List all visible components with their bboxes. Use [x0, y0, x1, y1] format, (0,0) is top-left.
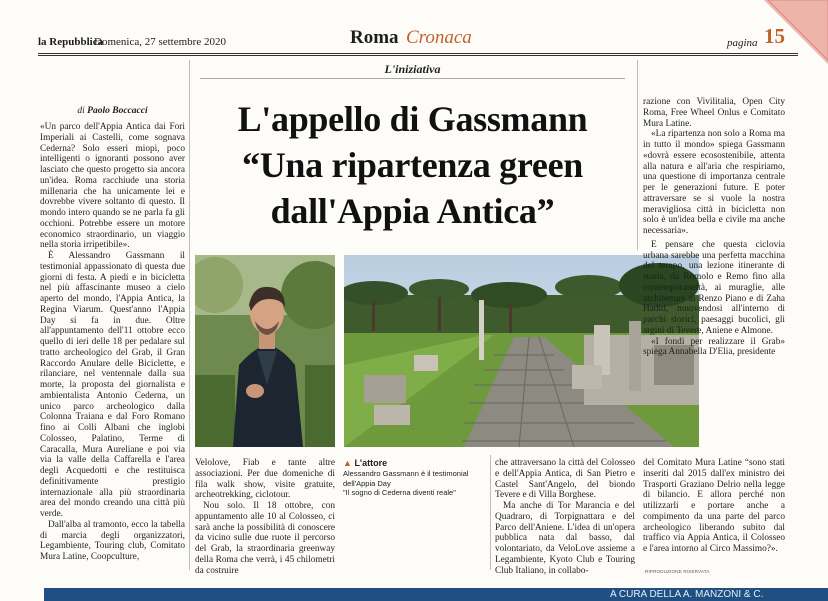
paragraph: Dall'alba al tramonto, ecco la tabella di marcia degli organizzatori, Legambiente, Touring club, Comitato Mura Latine, Coopculture, [40, 519, 185, 562]
byline [40, 106, 185, 116]
banner-text: A CURA DELLA A. MANZONI & C. [610, 589, 764, 600]
page-corner-ribbon [758, 0, 828, 70]
paragraph: che attraversano la città del Colosseo e dell'Appia Antica, di San Pietro e Castel Sant'Angelo, del biondo Tevere e di Villa Borghese. [495, 458, 635, 501]
photo-caption [343, 469, 488, 498]
copyright-credit: RIPRODUZIONE RISERVATA [645, 569, 710, 574]
paragraph: razione con Vivilitalia, Open City Roma, Free Wheel Onlus e Comitato Mura Latine. [643, 97, 785, 129]
newspaper-masthead: la Repubblica [38, 36, 104, 48]
paragraph: È Alessandro Gassmann il testimonial appassionato di questa due giorni di festa. A piedi e in bicicletta nel più affascinante museo a cielo aperto del mondo, l'Appia Antica, la Regina Viarum. Quest'anno l'Appia Day si fa in due. Oltre all'appuntamento dell'11 ottobre ecco quello di ieri delle 18 per pedalare sul tratto archeologico del Grab, il Gran Raccordo Anulare delle Biciclette, e rilanciare, nel ventennale dalla sua morte, la proposta del giornalista e ambientalista Antonio Cederna, un unico parco archeologico dalla Colonna Traiana e dal Foro Romano fino ai Colli Albani che inglobi Colosseo, Palatino, Terme di Caracalla, Mura Aureliane e poi via via la valle della Caffarella e l'area degli Acquedotti e che restituisca definitivamente prestigio internazionale alla più straordinaria area del mondo creando una città più verde. [40, 251, 185, 519]
body-column-2 [195, 458, 335, 576]
column-rule-2 [637, 60, 638, 250]
column-rule-3 [490, 455, 491, 570]
caption-line: "Il sogno di Cederna diventi reale" [343, 488, 456, 497]
column-rule-1 [189, 60, 190, 570]
caption-title-text: L'attore [354, 458, 388, 468]
headline-line-2: “Una ripartenza green [242, 145, 583, 185]
body-column-3 [495, 458, 635, 576]
photo-alessandro-gassmann [195, 255, 335, 447]
section-city: Roma [350, 27, 399, 48]
paragraph: Nou solo. Il 18 ottobre, con appuntamento alle 10 al Colosseo, ci sarà anche la possibilità di conoscere da vicino sulle due ruote il percorso del Grab, la straordinaria greenway della Roma che verrà, i 45 chilometri da costruire [195, 501, 335, 576]
section-name: Cronaca [406, 27, 472, 48]
issue-date: Domenica, 27 settembre 2020 [94, 36, 226, 48]
paragraph: del Comitato Mura Latine “sono stati inseriti dal 2015 dall'ex ministro dei Trasporti Graziano Delrio nella legge di bilancio. E allora perché non utilizzarli e portare anche a compimento da una parte del parco archeologico liberando subito dal traffico via Appia Antica, il Colosseo e l'area intorno al Circo Massimo?». [643, 458, 785, 554]
body-column-4 [643, 97, 785, 358]
paragraph: E pensare che questa ciclovia urbana sarebbe una perfetta macchina del tempo, una lezione itinerante di storia, da Romolo e Remo fino alla contemporaneità, ai muraglie, alle architetture di Renzo Piano e di Zaha Hadid, muovendosi all'interno di parchi storici, paesaggi bucolici, gli argini di Tevere, Aniene e Almone. [643, 239, 785, 336]
caption-triangle-icon: ▲ [343, 458, 352, 468]
paragraph: Velolove, Fiab e tante altre associazioni. Per due domeniche di fila walk show, visite gratuite, archeotrekking, ciclotour. [195, 458, 335, 501]
headline-line-1: L'appello di Gassmann [237, 99, 588, 139]
body-column-1 [40, 122, 185, 563]
paragraph: «La ripartenza non solo a Roma ma in tutto il mondo» spiega Gassmann «dovrà essere ecosostenibile, attenta alla natura e all'aria che respiriamo, una questione di importanza centrale per le generazioni future. E poter attraversare se si vuole la nostra meravigliosa città in bicicletta non solo è un'idea bella e civile ma anche necessaria». [643, 129, 785, 236]
byline-author: Paolo Boccacci [87, 106, 148, 116]
caption-line: Alessandro Gassmann è il testimonial dell'Appia Day [343, 469, 469, 488]
header-rule-double [38, 55, 798, 56]
caption-title [343, 458, 387, 468]
page-number: 15 [764, 24, 785, 48]
article-kicker: L'iniziativa [384, 62, 441, 76]
paragraph: «Un parco dell'Appia Antica dai Fori Imperiali ai Castelli, come sognava Cederna? Solo esseri miopi, poco intelligenti o ignoranti possono aver lasciato che questo progetto sia ancora un'idea. Roma racchiude una storia millenaria che ha unicamente lei e dovrebbe vivere soltanto di questo. Il mondo intero quando se ne parla fa gli occhioni. Potrebbe essere un motore economico straordinario, un viaggio nella storia irripetibile». [40, 122, 185, 251]
headline-line-3: dall'Appia Antica” [270, 191, 555, 231]
body-column-4-continued [643, 458, 785, 555]
kicker-rule [200, 78, 625, 79]
page-label: pagina [727, 37, 758, 49]
paragraph: «I fondi per realizzare il Grab» spiega Annabella D'Elia, presidente [643, 336, 785, 358]
byline-prefix: di [77, 106, 85, 116]
paragraph: Ma anche di Tor Marancia e del Quadraro, di Torpignattara e del Parco dell'Aniene. L'idea di un'opera pubblica nata dal basso, dal volontariato, da VeloLove assieme a Legambiente, Kyoto Club e Touring Club Italiano, in collabo- [495, 501, 635, 576]
header-rule [38, 53, 798, 54]
